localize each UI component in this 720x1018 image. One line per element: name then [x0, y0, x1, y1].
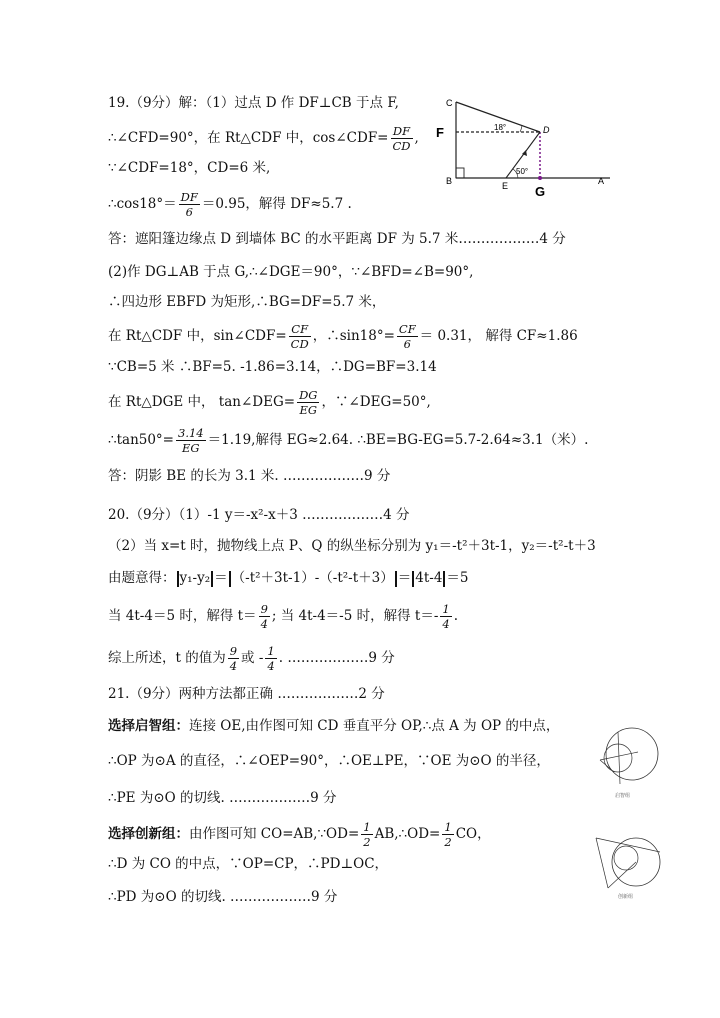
caption-chuangxin: 创新组	[618, 894, 634, 900]
q19-line-8: 在 Rt△CDF 中，sin∠CDF= $\frac{CF}{CD}$ ，∴sin18°= $\frac{CF}{6}$ ＝ 0.31， 解得 CF≈1.86	[108, 322, 578, 351]
q21-line-3: ∴OP 为⊙A 的直径，∴∠OEP=90°，∴OE⊥PE，∵OE 为⊙O 的半径，	[108, 753, 550, 769]
figure-21-chuangxin-diagram	[588, 834, 668, 900]
point-g	[538, 176, 542, 180]
label-angle-18: 18°	[494, 123, 507, 132]
fraction: $\frac{CF}{CD}$	[290, 322, 309, 351]
q19-line-3: ∵∠CDF=18°，CD=6 米,	[108, 160, 271, 176]
q19-line-2: ∴∠CFD=90°，在 Rt△CDF 中，cos∠CDF= $\frac{DF}{CD}$ ,	[108, 124, 419, 153]
q21-line-2: 选择启智组：连接 OE,由作图可知 CD 垂直平分 OP,∴点 A 为 OP 的中点，	[108, 718, 560, 734]
label-b: B	[446, 176, 453, 186]
label-c: C	[446, 98, 453, 108]
q20-line-5: 综上所述，t 的值为 $\frac{9}{4}$ 或 - $\frac{1}{4}$ . ………………9 分	[108, 644, 395, 673]
label-a: A	[598, 176, 605, 186]
q19-line-6: (2)作 DG⊥AB 于点 G,∴∠DGE＝90°，∵∠BFD=∠B=90°,	[108, 264, 474, 280]
q19-line-4: ∴cos18°＝ $\frac{DF}{6}$ ＝0.95，解得 DF≈5.7 .	[108, 190, 352, 219]
circle-small	[614, 846, 638, 870]
label-angle-50: 50°	[516, 167, 529, 176]
q20-line-4: 当 4t-4＝5 时，解得 t＝ $\frac{9}{4}$ ; 当 4t-4＝-5 时，解得 t＝- $\frac{1}{4}$ .	[108, 602, 459, 631]
fraction: $\frac{1}{2}$	[363, 820, 371, 849]
q19-line-1: 19.（9分）解：（1）过点 D 作 DF⊥CB 于点 F,	[108, 95, 399, 111]
q21-line-7: ∴PD 为⊙O 的切线. ………………9 分	[108, 889, 338, 905]
label-d: D	[543, 125, 550, 135]
q20-line-3: 由题意得： y₁-y₂ ＝ （-t²＋3t-1）-（-t²-t＋3） ＝ 4t-4 ＝5	[108, 570, 469, 586]
angle-arc-18	[520, 125, 522, 132]
line-co	[596, 838, 660, 852]
q21-line-4: ∴PE 为⊙O 的切线. ………………9 分	[108, 790, 337, 806]
fraction: $\frac{DF}{6}$	[180, 190, 198, 219]
label-g: G	[535, 184, 546, 199]
label-f: F	[436, 125, 444, 140]
q19-line-10: 在 Rt△DGE 中， tan∠DEG= $\frac{DG}{EG}$ ，∵∠DEG=50°,	[108, 388, 431, 417]
fraction: $\frac{1}{2}$	[444, 820, 452, 849]
fraction: $\frac{3.14}{EG}$	[178, 426, 204, 455]
fraction: $\frac{9}{4}$	[260, 602, 268, 631]
fraction: $\frac{CF}{6}$	[398, 322, 416, 351]
line-pc	[596, 838, 608, 888]
q19-line-12: 答：阴影 BE 的长为 3.1 米. ………………9 分	[108, 468, 391, 484]
q21-line-5: 选择创新组：由作图可知 CO=AB,∵OD= $\frac{1}{2}$ AB,∴OD= $\frac{1}{2}$ CO，	[108, 820, 491, 849]
figure-19-diagram	[436, 92, 620, 202]
label-e: E	[502, 181, 509, 191]
fraction: $\frac{DG}{EG}$	[299, 388, 318, 417]
q21-line-1: 21.（9分）两种方法都正确 ………………2 分	[108, 686, 385, 702]
q21-line-6: ∴D 为 CO 的中点，∵OP=CP，∴PD⊥OC，	[108, 856, 389, 872]
right-angle-b	[456, 168, 464, 178]
fraction: $\frac{1}{4}$	[267, 644, 275, 673]
q20-line-1: 20.（9分）（1）-1 y＝-x²-x＋3 ………………4 分	[108, 507, 410, 523]
q19-line-5: 答：遮阳篷边缘点 D 到墙体 BC 的水平距离 DF 为 5.7 米………………4 分	[108, 231, 566, 247]
figure-21-qizhi-diagram	[590, 722, 662, 800]
fraction: $\frac{1}{4}$	[442, 602, 450, 631]
caption-qizhi: 启智组	[615, 793, 631, 799]
fraction: $\frac{DF}{CD}$	[392, 124, 411, 153]
q20-line-2: （2）当 x=t 时，抛物线上点 P、Q 的纵坐标分别为 y₁＝-t²＋3t-1，y₂＝-t²-t＋3	[108, 538, 596, 554]
fraction: $\frac{9}{4}$	[229, 644, 238, 673]
q19-line-11: ∴tan50°= $\frac{3.14}{EG}$ ＝1.19,解得 EG≈2.64. ∴BE=BG-EG=5.7-2.64≈3.1（米）.	[108, 426, 589, 455]
q19-line-9: ∵CB=5 米 ∴BF=5. -1.86=3.14，∴DG=BF=3.14	[108, 359, 437, 375]
q19-line-7: ∴四边形 EBFD 为矩形,∴BG=DF=5.7 米，	[108, 294, 386, 310]
